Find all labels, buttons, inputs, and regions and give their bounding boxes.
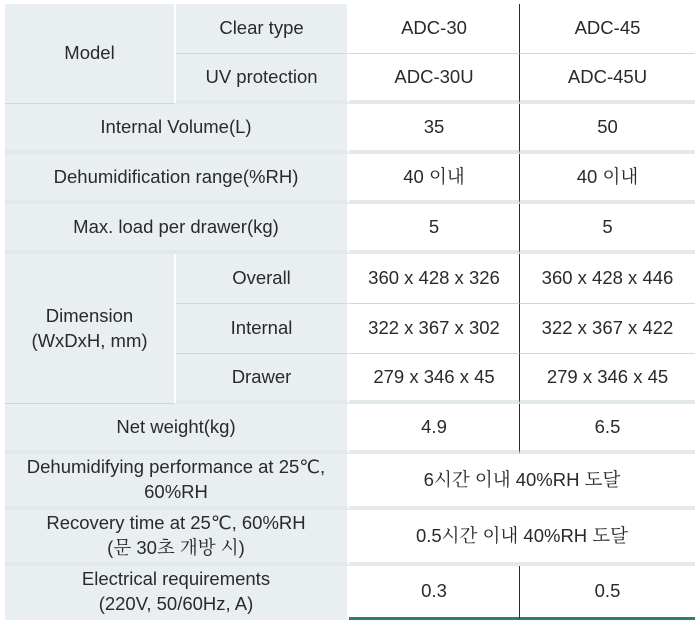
dimension-drawer-a: 279 x 346 x 45	[349, 354, 520, 404]
dehumid-perf-label	[5, 454, 349, 510]
internal-volume-b: 50	[520, 104, 695, 154]
model-uv-label: UV protection	[176, 54, 349, 104]
dimension-overall-b: 360 x 428 x 446	[520, 254, 695, 304]
dimension-drawer-label: Drawer	[176, 354, 349, 404]
dimension-label	[5, 254, 176, 404]
dimension-internal-b: 322 x 367 x 422	[520, 304, 695, 354]
recovery-label	[5, 510, 349, 566]
net-weight-row	[5, 404, 695, 454]
electrical-a: 0.3	[349, 566, 520, 620]
electrical-label-line1: Electrical requirements	[81, 567, 271, 589]
net-weight-a: 4.9	[349, 404, 520, 454]
electrical-label-line2: (220V, 50/60Hz, A)	[98, 592, 254, 614]
internal-volume-a: 35	[349, 104, 520, 154]
dimension-internal-label: Internal	[176, 304, 349, 354]
electrical-row	[5, 566, 695, 620]
max-load-b: 5	[520, 204, 695, 254]
recovery-row	[5, 510, 695, 566]
internal-volume-row	[5, 104, 695, 154]
model-clear-type-label: Clear type	[176, 4, 349, 54]
electrical-b: 0.5	[520, 566, 695, 620]
dimension-row-overall	[5, 254, 695, 304]
electrical-label	[5, 566, 349, 620]
model-uv-a: ADC-30U	[349, 54, 520, 104]
internal-volume-label: Internal Volume(L)	[5, 104, 349, 154]
dehumid-perf-label-line2: 60%RH	[144, 481, 208, 502]
model-clear-a: ADC-30	[349, 4, 520, 54]
max-load-row	[5, 204, 695, 254]
dimension-label-line2: (WxDxH, mm)	[31, 329, 148, 351]
dehumid-perf-row	[5, 454, 695, 510]
dimension-label-line1: Dimension	[45, 304, 134, 326]
recovery-label-line1: Recovery time at 25℃, 60%RH	[46, 512, 306, 534]
dehumid-perf-value: 6시간 이내 40%RH 도달	[349, 454, 695, 510]
recovery-value: 0.5시간 이내 40%RH 도달	[349, 510, 695, 566]
model-row-clear	[5, 4, 695, 54]
model-label: Model	[5, 4, 176, 104]
dimension-drawer-b: 279 x 346 x 45	[520, 354, 695, 404]
dehumid-perf-label-line1: Dehumidifying performance at 25℃,	[26, 456, 326, 478]
dehumid-range-label: Dehumidification range(%RH)	[5, 154, 349, 204]
net-weight-b: 6.5	[520, 404, 695, 454]
spec-table	[5, 4, 695, 620]
dehumid-range-a: 40 이내	[349, 154, 520, 204]
max-load-a: 5	[349, 204, 520, 254]
model-clear-b: ADC-45	[520, 4, 695, 54]
model-uv-b: ADC-45U	[520, 54, 695, 104]
max-load-label: Max. load per drawer(kg)	[5, 204, 349, 254]
recovery-label-line2: (문 30초 개방 시)	[107, 537, 245, 558]
dimension-overall-label: Overall	[176, 254, 349, 304]
net-weight-label: Net weight(kg)	[5, 404, 349, 454]
dehumid-range-b: 40 이내	[520, 154, 695, 204]
dimension-internal-a: 322 x 367 x 302	[349, 304, 520, 354]
dimension-overall-a: 360 x 428 x 326	[349, 254, 520, 304]
dehumid-range-row	[5, 154, 695, 204]
